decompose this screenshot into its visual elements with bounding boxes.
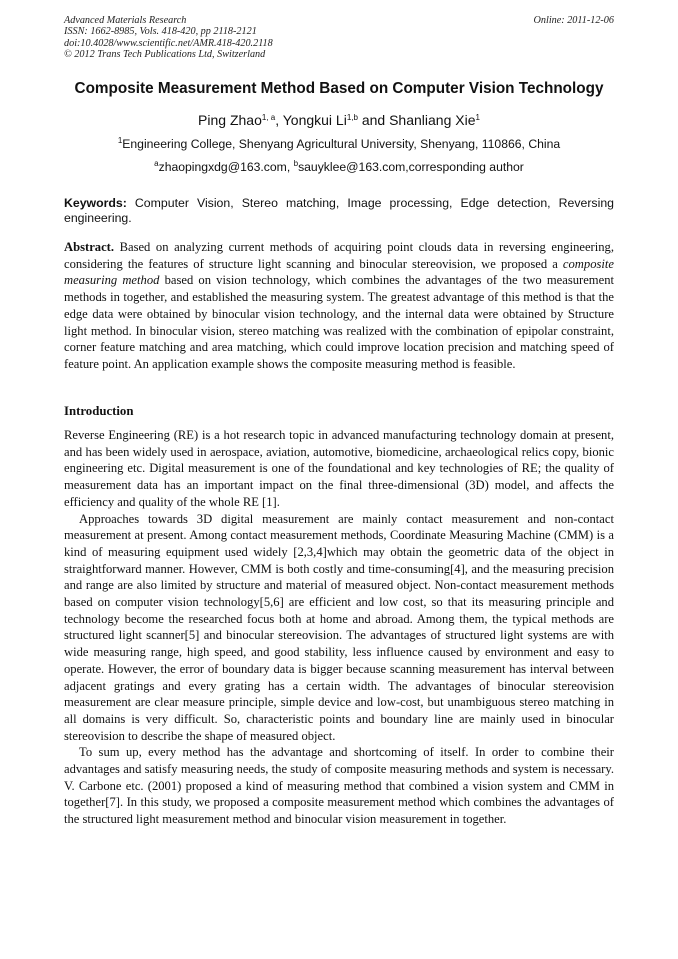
author-name: Ping Zhao: [198, 112, 262, 128]
email-superscript: a: [154, 159, 159, 168]
author-superscript: 1,b: [346, 113, 358, 122]
author-separator: ,: [275, 112, 283, 128]
journal-name: Advanced Materials Research: [64, 15, 187, 26]
paper-title: Composite Measurement Method Based on Computer Vision Technology: [74, 80, 604, 97]
online-date: Online: 2011-12-06: [533, 15, 614, 26]
abstract-label: Abstract.: [64, 240, 115, 254]
doi-line[interactable]: doi:10.4028/www.scientific.net/AMR.418-420.2118: [64, 37, 273, 49]
journal-header: [64, 15, 614, 61]
copyright-line: © 2012 Trans Tech Publications Ltd, Switzerland: [64, 49, 266, 61]
author-emails: [40, 160, 638, 174]
affiliation: [40, 137, 638, 151]
email-link[interactable]: sauyklee@163.com,corresponding author: [298, 160, 524, 174]
author-superscript: 1, a: [261, 113, 276, 122]
email-superscript: b: [293, 159, 299, 168]
introduction-body: [64, 427, 614, 828]
author-name: Shanliang Xie: [389, 112, 476, 128]
email-link[interactable]: zhaopingxdg@163.com,: [158, 160, 294, 174]
issn-line: ISSN: 1662-8985, Vols. 418-420, pp 2118-2121: [64, 26, 257, 38]
keywords: [64, 196, 614, 226]
author-name: Yongkui Li: [282, 112, 347, 128]
paragraph: Reverse Engineering (RE) is a hot research topic in advanced manufacturing technology domain at present, and has been widely used in aerospace, aviation, automotive, biomedicine, archaeological relics copy, bionic engineering etc. Digital measurement is one of the foundational and key technologies of RE; the quality of measurement data has an important impact on the final three-dimensional (3D) model, and affects the efficiency and quality of the whole RE [1].: [64, 428, 614, 509]
abstract-text: based on vision technology, which combines the advantages of the two measurement methods in together, and established the measuring system. The greatest advantage of this method is that the edge data were obtained by binocular vision technology, and the internal data were obtained by Structure light method. In binocular vision, stereo matching was realized with the combination of epipolar constraint, corner feature matching and area matching, which could improve location precision and matching speed of feature point. An application example shows the composite measuring method is feasible.: [64, 273, 614, 371]
keywords-text: Computer Vision, Stereo matching, Image processing, Edge detection, Reversing engineering.: [64, 196, 614, 226]
paragraph: To sum up, every method has the advantage and shortcoming of itself. In order to combine their advantages and satisfy measuring needs, the study of composite measuring methods and system is necessary. V. Carbone etc. (2001) proposed a kind of measuring method that combined a vision system and CMM in together[7]. In this study, we proposed a composite measurement method which combines the advantages of the structured light measurement method and binocular vision measurement in together.: [64, 745, 614, 827]
abstract-text: Based on analyzing current methods of acquiring point clouds data in reversing engineering, considering the features of structure light scanning and binocular stereovision, we proposed a: [64, 240, 614, 271]
author-separator: and: [357, 112, 390, 128]
section-heading-introduction: Introduction: [64, 404, 134, 418]
author-list: [40, 112, 638, 128]
abstract-emphasis: composite measuring method: [64, 256, 614, 288]
paragraph: Approaches towards 3D digital measurement are mainly contact measurement and non-contact measurement at present. Among contact measurement methods, Coordinate Measuring Machine (CMM) is a kind of measuring equipment used widely [2,3,4]which may obtain the geometric data of the object in straightforward manner. However, CMM is both costly and time-consuming[4], and the measuring precision and range are also limited by structure and material of measured object. Non-contact measurement methods based on computer vision technology[5,6] are efficient and low cost, so that its measuring principle and technology become the researched focus both at home and abroad. Among them, the typical methods are structured light scanner[5] and binocular stereovision. The advantages of structured light systems are with wide measuring range, high speed, and good stability, less influence caused by environment and easy to operate. However, the error of boundary data is bigger because scanning measurement has interval between adjacent gratings and every grating has a certain width. The advantages of binocular stereovision measurement are clear measure principle, simple device and low-cost, but unambiguous stereo matching in all domains is very difficult. So, characteristic points and boundary line are mainly used in binocular stereovision to describe the shape of measured object.: [64, 511, 614, 743]
affiliation-text: Engineering College, Shenyang Agricultural University, Shenyang, 110866, China: [122, 137, 561, 151]
author-superscript: 1: [475, 113, 480, 122]
keywords-label: Keywords:: [64, 196, 127, 210]
abstract: [64, 239, 614, 373]
affiliation-superscript: 1: [117, 136, 123, 145]
